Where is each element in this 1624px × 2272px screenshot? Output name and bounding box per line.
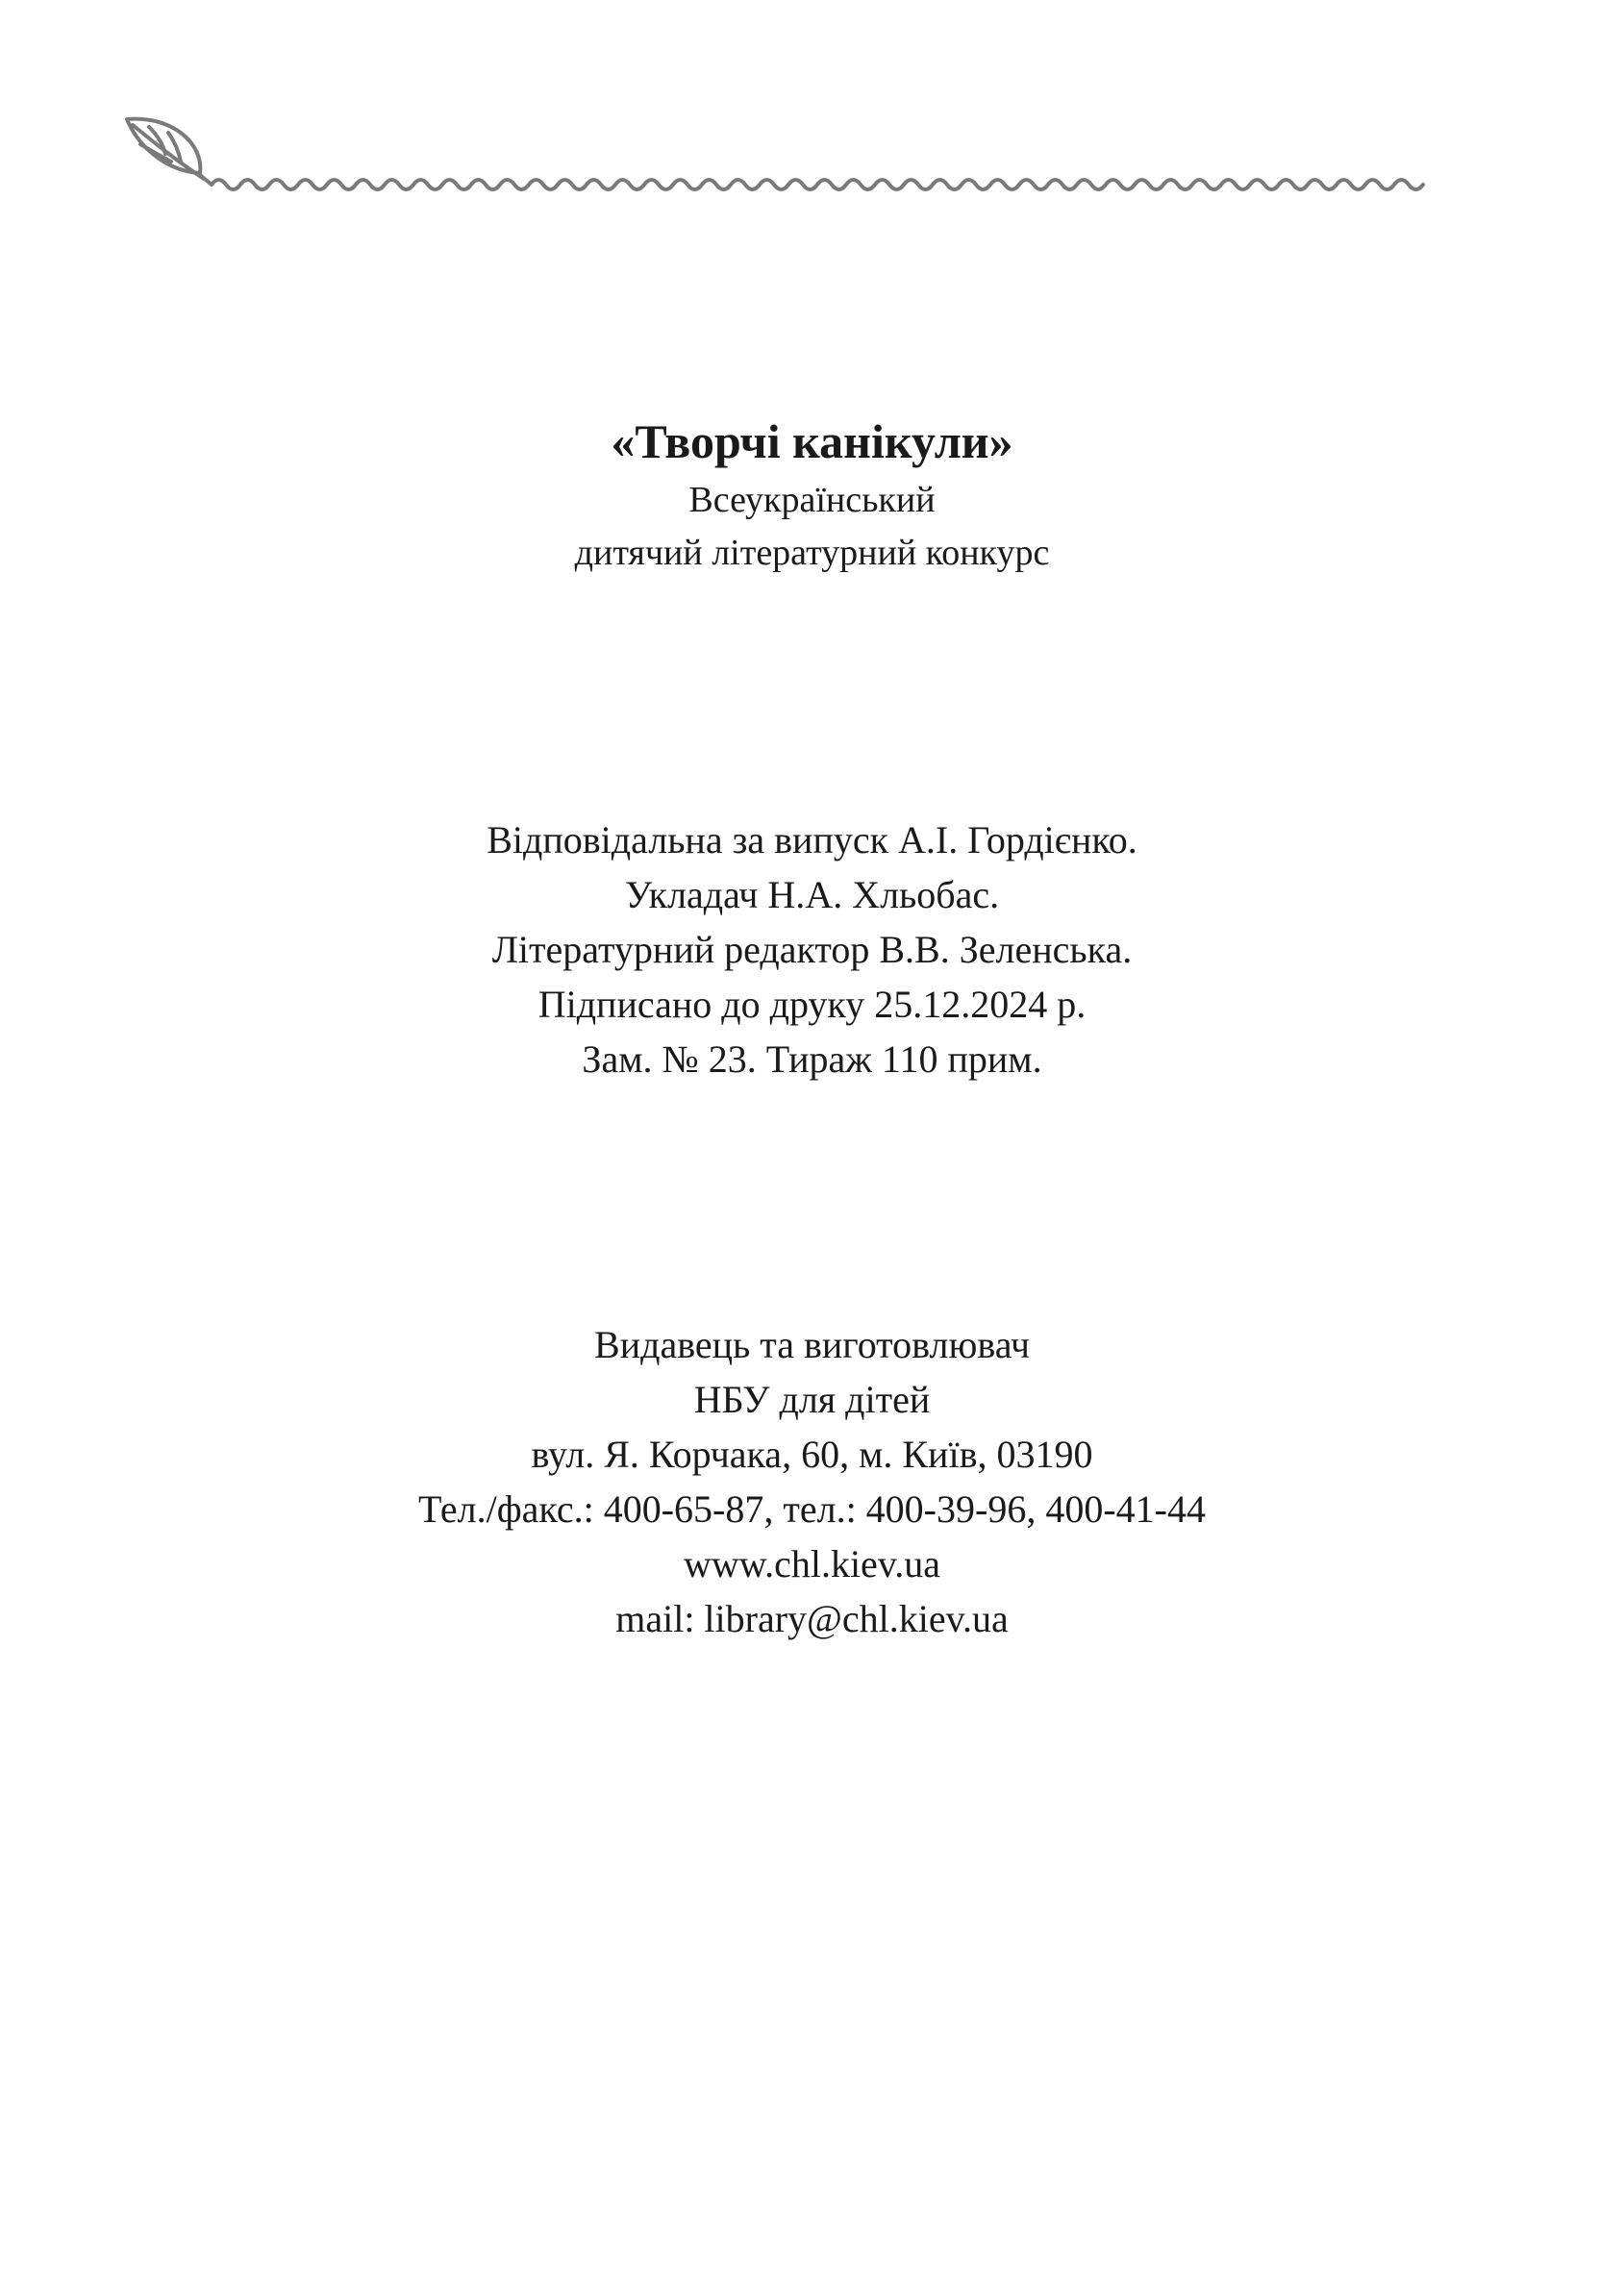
quill-pen-ornament-icon [115, 106, 1442, 202]
subtitle-line-1: Всеукраїнський [688, 480, 936, 520]
credit-line-compiler: Укладач Н.А. Хльобас. [624, 873, 1000, 916]
subtitle-line-2: дитячий літературний конкурс [574, 533, 1050, 573]
credit-line-responsible: Відповідальна за випуск А.І. Гордієнко. [487, 818, 1137, 861]
publisher-line-heading: Видавець та виготовлювач [594, 1323, 1030, 1366]
publisher-block [0, 1317, 1624, 1646]
credit-line-order: Зам. № 23. Тираж 110 прим. [582, 1037, 1042, 1081]
publisher-line-name: НБУ для дітей [693, 1378, 931, 1421]
credit-line-editor: Літературний редактор В.В. Зеленська. [491, 928, 1133, 971]
credit-line-signed: Підписано до друку 25.12.2024 р. [537, 983, 1087, 1026]
publisher-line-website: www.chl.kiev.ua [684, 1542, 940, 1585]
credits-block [0, 812, 1624, 1086]
book-title: «Творчі канікули» [611, 414, 1013, 468]
publisher-line-email: mail: library@chl.kiev.ua [615, 1597, 1009, 1640]
publisher-line-address: вул. Я. Корчака, 60, м. Київ, 03190 [531, 1433, 1093, 1476]
publisher-line-phone: Тел./факс.: 400-65-87, тел.: 400-39-96, 400-41-44 [418, 1487, 1206, 1531]
title-block [0, 409, 1624, 580]
